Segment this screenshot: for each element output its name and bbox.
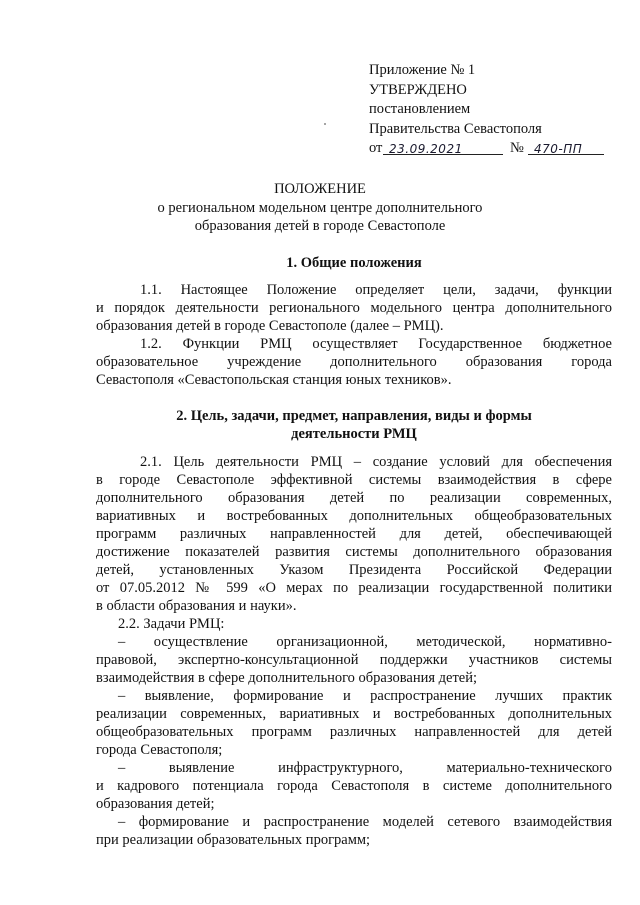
scan-speck bbox=[324, 123, 326, 125]
task-item-line: при реализации образовательных программ; bbox=[96, 832, 371, 848]
task-item-line: взаимодействия в сфере дополнительного образования детей; bbox=[96, 670, 478, 686]
task-item-line: реализации современных, вариативных и востребованных дополнительных bbox=[96, 706, 612, 722]
paragraph-2-1-line: дополнительного образования детей по реализации современных, bbox=[96, 490, 612, 506]
paragraph-1-1-line: 1.1. Настоящее Положение определяет цели, задачи, функции bbox=[140, 282, 612, 298]
annex-label: Приложение № 1 bbox=[369, 62, 476, 78]
task-item-line: и кадрового потенциала города Севастополя в системе дополнительного bbox=[96, 778, 612, 794]
paragraph-1-2-line: Севастополя «Севастопольская станция юных техников». bbox=[96, 372, 452, 388]
handwritten-date: 23.09.2021 bbox=[389, 142, 463, 156]
paragraph-1-2-line: образовательное учреждение дополнительного образования города bbox=[96, 354, 612, 370]
document-title: ПОЛОЖЕНИЕ bbox=[274, 181, 366, 197]
document-subtitle-line1: о региональном модельном центре дополнительного bbox=[157, 200, 483, 216]
paragraph-2-1-line: 2.1. Цель деятельности РМЦ – создание условий для обеспечения bbox=[140, 454, 612, 470]
approval-block bbox=[369, 61, 619, 159]
section2-heading-line2: деятельности РМЦ bbox=[291, 426, 417, 442]
section2-heading-line1: 2. Цель, задачи, предмет, направления, виды и формы bbox=[176, 408, 532, 424]
decree-date-number-row bbox=[369, 139, 619, 159]
task-item-line: – осуществление организационной, методической, нормативно- bbox=[118, 634, 612, 650]
paragraph-2-1-line: детей, установленных Указом Президента Российской Федерации bbox=[96, 562, 612, 578]
task-item-line: города Севастополя; bbox=[96, 742, 223, 758]
task-item-line: образования детей; bbox=[96, 796, 215, 812]
task-item-line: – выявление инфраструктурного, материально-технического bbox=[118, 760, 612, 776]
task-item-line: – выявление, формирование и распространение лучших практик bbox=[118, 688, 612, 704]
document-subtitle-line2: образования детей в городе Севастополе bbox=[194, 218, 446, 234]
paragraph-2-1-line: вариативных и востребованных дополнительных общеобразовательных bbox=[96, 508, 612, 524]
from-label: от bbox=[369, 140, 383, 156]
paragraph-2-2-label: 2.2. Задачи РМЦ: bbox=[118, 616, 225, 632]
paragraph-2-1-line: программ различных направленностей для детей, обеспечивающей bbox=[96, 526, 612, 542]
handwritten-number: 470-ПП bbox=[534, 142, 583, 156]
task-item-line: – формирование и распространение моделей сетевого взаимодействия bbox=[118, 814, 612, 830]
paragraph-2-1-line: от 07.05.2012 № 599 «О мерах по реализации государственной политики bbox=[96, 580, 612, 596]
task-item-line: правовой, экспертно-консультационной поддержки участников системы bbox=[96, 652, 612, 668]
paragraph-2-1-line: достижение показателей развития системы дополнительного образования bbox=[96, 544, 612, 560]
section1-heading: 1. Общие положения bbox=[286, 255, 422, 271]
paragraph-1-2-line: 1.2. Функции РМЦ осуществляет Государственное бюджетное bbox=[140, 336, 612, 352]
paragraph-2-1-line: в городе Севастополе эффективной системы взаимодействия в сфере bbox=[96, 472, 612, 488]
paragraph-1-1-line: образования детей в городе Севастополе (далее – РМЦ). bbox=[96, 318, 444, 334]
paragraph-1-1-line: и порядок деятельности регионального модельного центра дополнительного bbox=[96, 300, 612, 316]
approved-label: УТВЕРЖДЕНО bbox=[369, 81, 467, 98]
task-item-line: общеобразовательных программ различных направленностей для детей bbox=[96, 724, 612, 740]
government-label: Правительства Севастополя bbox=[369, 120, 542, 137]
paragraph-2-1-line: в области образования и науки». bbox=[96, 598, 297, 614]
number-label: № bbox=[510, 140, 524, 156]
decree-label: постановлением bbox=[369, 101, 471, 117]
